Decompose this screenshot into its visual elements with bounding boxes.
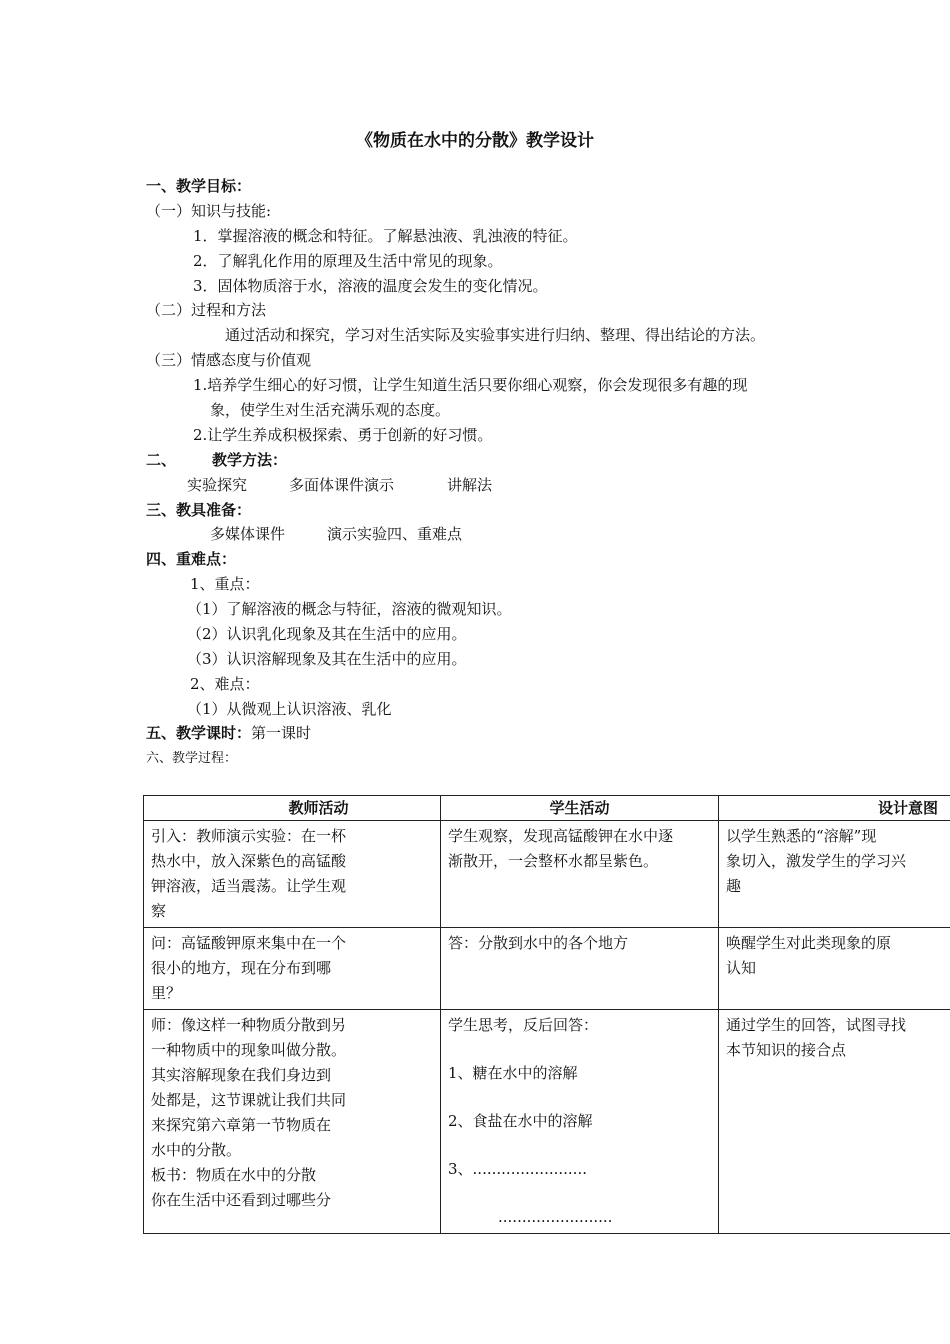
teacher-cell: 引入：教师演示实验：在一杯 热水中，放入深紫色的高锰酸 钾溶液，适当震荡。让学生观 察	[144, 821, 441, 928]
subsection-process: （二）过程和方法	[146, 301, 267, 319]
key-point-3: （3）认识溶解现象及其在生活中的应用。	[187, 650, 467, 668]
difficult-point-1: （1）从微观上认识溶液、乳化	[187, 700, 392, 718]
knowledge-item-1: 1．掌握溶液的概念和特征。了解悬浊液、乳浊液的特征。	[193, 227, 578, 245]
key-points-label: 1、重点：	[190, 575, 260, 593]
attitude-item-1: 1.培养学生细心的好习惯，让学生知道生活只要你细心观察，你会发现很多有趣的现	[193, 376, 748, 394]
section-4-heading: 四、重难点：	[146, 550, 237, 568]
intent-cell: 唤醒学生对此类现象的原 认知	[719, 928, 950, 1010]
student-cell: 答：分散到水中的各个地方	[441, 928, 719, 1010]
teacher-cell: 问：高锰酸钾原来集中在一个 很小的地方，现在分布到哪 里？	[144, 928, 441, 1010]
key-point-2: （2）认识乳化现象及其在生活中的应用。	[187, 625, 467, 643]
section-6-heading: 六、教学过程：	[146, 751, 238, 766]
section-3-heading: 三、教具准备：	[146, 501, 252, 519]
subsection-knowledge: （一）知识与技能:	[146, 202, 272, 220]
attitude-item-1-cont: 象，使学生对生活充满乐观的态度。	[210, 401, 451, 419]
table-row	[144, 1010, 950, 1234]
section-5-heading: 五、教学课时：	[146, 724, 252, 742]
intent-cell: 以学生熟悉的“溶解”现 象切入，激发学生的学习兴 趣	[719, 821, 950, 928]
section-2-number: 二、	[146, 451, 177, 469]
key-point-1: （1）了解溶液的概念与特征，溶液的微观知识。	[187, 600, 512, 618]
table-row	[144, 821, 950, 928]
teaching-process-table	[143, 795, 938, 1234]
table-row	[144, 928, 950, 1010]
knowledge-item-3: 3．固体物质溶于水，溶液的温度会发生的变化情况。	[193, 277, 548, 295]
student-cell: 学生观察，发现高锰酸钾在水中逐 渐散开，一会整杯水都呈紫色。	[441, 821, 719, 928]
lesson-count: 第一课时	[251, 724, 312, 742]
page-title: 《物质在水中的分散》教学设计	[356, 131, 594, 151]
intent-cell: 通过学生的回答，试图寻找 本节知识的接合点	[719, 1010, 950, 1234]
section-2-heading: 教学方法：	[212, 451, 288, 469]
difficult-points-label: 2、难点：	[190, 675, 260, 693]
method-3: 讲解法	[447, 476, 493, 494]
header-teacher: 教师活动	[144, 796, 441, 821]
tool-1: 多媒体课件	[210, 525, 286, 543]
header-intent: 设计意图	[719, 796, 950, 821]
student-cell: 学生思考，反后回答： 1、糖在水中的溶解 2、食盐在水中的溶解 3、........................ ........................	[441, 1010, 719, 1234]
method-2: 多面体课件演示	[289, 476, 395, 494]
header-student: 学生活动	[441, 796, 719, 821]
process-text: 通过活动和探究，学习对生活实际及实验事实进行归纳、整理、得出结论的方法。	[225, 326, 766, 344]
teacher-cell: 师：像这样一种物质分散到另 一种物质中的现象叫做分散。 其实溶解现象在我们身边到 处都是，这节课就让我们共同 来探究第六章第一节物质在 水中的分散。 板书：物质在水中的分散 你在生活中还看到过哪些分	[144, 1010, 441, 1234]
attitude-item-2: 2.让学生养成积极探索、勇于创新的好习惯。	[193, 426, 493, 444]
subsection-attitude: （三）情感态度与价值观	[146, 351, 312, 369]
knowledge-item-2: 2．了解乳化作用的原理及生活中常见的现象。	[193, 252, 503, 270]
method-1: 实验探究	[187, 476, 248, 494]
tool-2: 演示实验四、重难点	[327, 525, 463, 543]
section-1-heading: 一、教学目标：	[146, 177, 252, 195]
